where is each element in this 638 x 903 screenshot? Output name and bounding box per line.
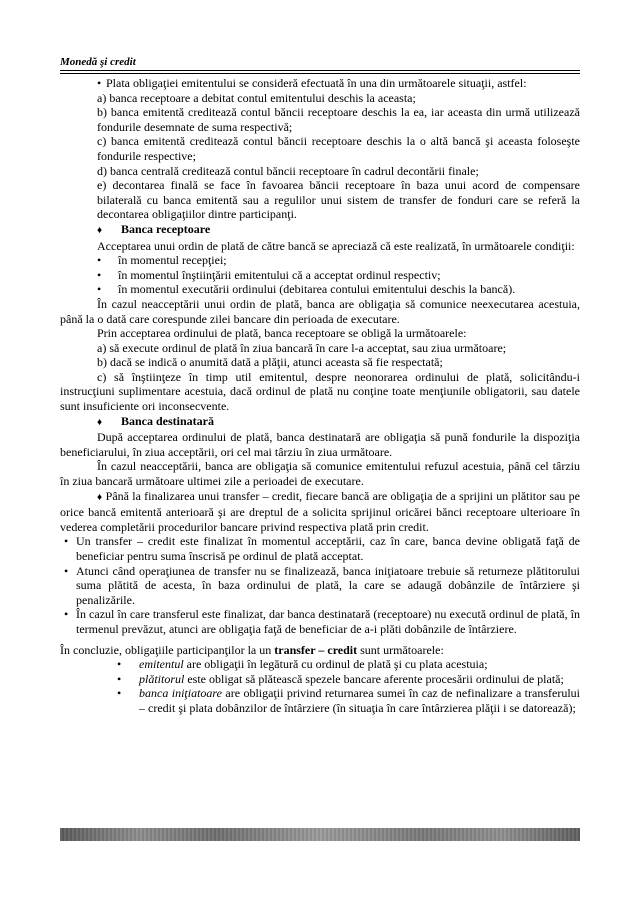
section-heading-receptoare [60,222,580,239]
bullet-icon: • [97,253,102,268]
bullet-icon: • [117,671,122,686]
heading-text: Banca destinatară [121,413,214,428]
term: banca iniţiatoare [139,686,222,701]
header-title: Monedă şi credit [60,56,136,68]
header-rule-thick [60,70,580,71]
list-item [60,534,580,563]
intro-item-e: e) decontarea finală se face în favoarea băncii receptoare în baza unui acord de compensare bilaterală cu banca emitentă sau a regulilor unui sistem de transfer de fonduri care se referă la decontarea obligaţiilor dintre participanţi. [97,178,580,222]
bullet-icon: • [64,607,69,622]
intro-lead-text: Plata obligaţiei emitentului se consideră efectuată în una din următoarele situaţii, astfel: [106,76,527,90]
section-heading-destinatara [60,414,580,431]
list-item-text: în momentul înştiinţării emitentului că a acceptat ordinul respectiv; [118,267,441,282]
list-item-text: Un transfer – credit este finalizat în momentul acceptării, caz în care, banca devine obligată faţă de beneficiar pentru suma înscrisă pe ordinul de plată acceptat. [76,534,580,563]
list-item [60,672,580,687]
term-rest: are obligaţii privind returnarea sumei în caz de nefinalizare a transferului – credit şi plata dobânzilor de întârziere (în situaţia în care întârzierea plăţii i se datorează); [139,686,580,715]
bullet-icon: • [117,686,122,701]
intro-item-a: a) banca receptoare a debitat contul emitentului deschis la aceasta; [97,90,416,105]
destinatara-paragraph-2: În cazul neacceptării, banca are obligaţia să comunice emitentului refuzul acestuia, până cel târziu în ziua bancară următoare ultimei zile a perioadei de executare. [60,459,580,489]
term: plătitorul [139,671,185,686]
page-header [60,56,580,69]
receptoare-paragraph-2: În cazul neacceptării unui ordin de plată, banca are obligaţia să comunice neexecutarea acestuia, până la o dată care corespunde zilei bancare din perioada de executare. [60,296,580,326]
header-rule-thin [60,73,580,74]
list-item [60,268,580,283]
list-item-text: Atunci când operaţiunea de transfer nu se finalizează, banca iniţiatoare trebuie să returneze plătitorului suma plătită de acesta, în baza ordinului de plată, la care se adaugă dobânzile de întârziere şi penalizările. [76,563,580,607]
receptoare-obligation-a: a) să execute ordinul de plată în ziua bancară în care l-a acceptat, sau ziua următoare; [97,340,507,355]
footer-decorative-bar [60,828,580,841]
term-rest: are obligaţii în legătură cu ordinul de plată şi cu plata acestuia; [183,657,488,672]
conclusion-lead-before: În concluzie, obligaţiile participanţilor la un [60,642,275,657]
heading-text: Banca receptoare [121,221,211,236]
diamond-icon: ♦ [97,224,103,236]
term: emitentul [139,657,184,672]
list-item-text [139,657,580,672]
list-item-text: în momentul executării ordinului (debitarea contului emitentului deschis la bancă). [118,282,516,297]
term-rest: este obligat să plătească spezele bancare aferente procesării ordinului de plată; [184,671,564,686]
bullet-icon: • [117,657,122,672]
bullet-icon: • [97,267,102,282]
bullet-icon: • [64,563,69,578]
conclusion-lead-bold: transfer – credit [274,642,358,657]
list-item-text [139,672,580,687]
receptoare-obligation-b: b) dacă se indică o anumită dată a plăţii, atunci aceasta să fie respectată; [97,355,443,370]
list-item [60,253,580,268]
list-item [60,282,580,297]
conclusion-lead [60,643,580,658]
conclusion-lead-after: sunt următoarele: [357,642,444,657]
intro-item-c: c) banca emitentă creditează contul băncii receptoare deschis la o altă bancă şi aceasta foloseşte fondurile respective; [97,134,580,163]
list-item [60,686,580,715]
diamond-icon: ♦ [97,416,103,428]
bullet-icon: • [97,282,102,297]
receptoare-paragraph-3: Prin acceptarea ordinului de plată, banca receptoare se obligă la următoarele: [97,326,467,341]
intro-item-b: b) banca emitentă creditează contul băncii receptoare deschis la ea, iar aceasta din urmă utilizează fondurile desemnate de suma respectivă; [97,105,580,134]
list-item-text [139,686,580,715]
destinatara-paragraph-1: După acceptarea ordinului de plată, banca destinatară are obligaţia să pună fondurile la dispoziţia beneficiarului, în ziua acceptării, ori cel mai târziu în ziua următoare. [60,430,580,459]
list-item-text: În cazul în care transferul este finalizat, dar banca destinatară (receptoare) nu execută ordinul de plată, în termenul prevăzut, atunci are obligaţia faţă de beneficiar de a-i plăti dobânzile de întârziere. [76,607,580,636]
intro-lead [60,76,580,91]
receptoare-paragraph-1: Acceptarea unui ordin de plată de către bancă se apreciază că este realizată, în următoarele condiţii: [97,238,575,253]
list-item [60,564,580,608]
intro-item-d: d) banca centrală creditează contul băncii receptoare în cadrul decontării finale; [97,163,479,178]
bullet-icon: • [64,534,69,549]
list-item [60,657,580,672]
diamond-icon: ♦ [97,491,103,503]
page-body [60,76,580,716]
receptoare-obligation-c: c) să înştiinţeze în timp util emitentul, despre neonorarea ordinului de plată, solicitându-i instrucţiuni suplimentare acestuia, dacă ordinul de plată nu conţine toate menţiunile obligatorii, sau datele sunt insuficiente ori inconsecvente. [60,369,580,414]
list-item-text: în momentul recepţiei; [118,253,227,268]
list-item [60,607,580,636]
destinatara-paragraph-3 [60,489,580,535]
bullet-icon: • [97,76,102,90]
paragraph-text: Până la finalizarea unui transfer – credit, fiecare bancă are obligaţia de a sprijini un plătitor sau pe orice bancă emitentă anterioară şi are dreptul de a solicita sprijinul oricărei bănci receptoare ulterioare în vederea completării procedurilor bancare privind respectiva plată prin credit. [60,488,581,534]
